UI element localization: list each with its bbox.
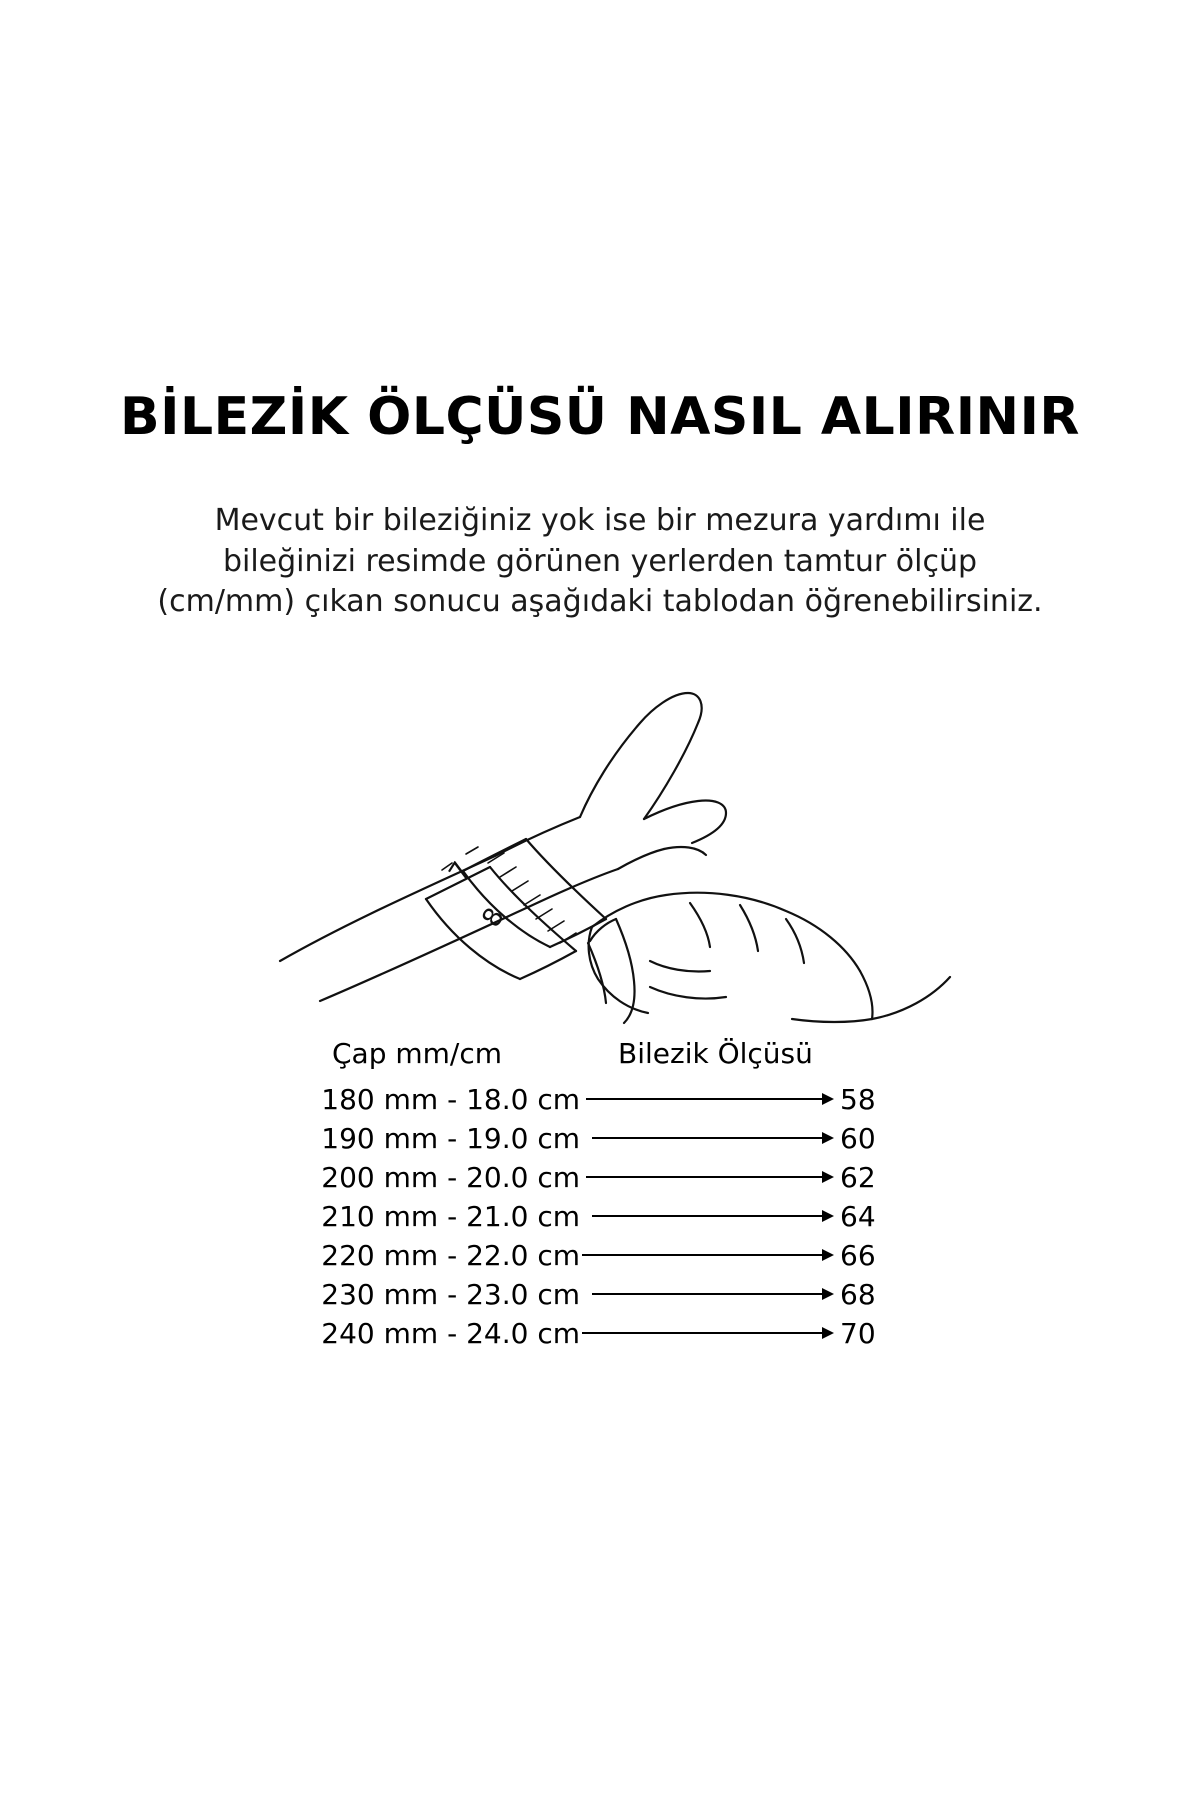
column-header-size: Bilezik Ölçüsü [618, 1036, 813, 1070]
column-header-diameter: Çap mm/cm [332, 1036, 503, 1070]
cell-size: 64 [840, 1199, 876, 1233]
table-row [290, 1158, 910, 1197]
cell-diameter: 200 mm - 20.0 cm [321, 1160, 580, 1194]
cell-diameter: 190 mm - 19.0 cm [321, 1121, 580, 1155]
table-row [290, 1236, 910, 1275]
arrow-icon [592, 1124, 834, 1152]
svg-text:8: 8 [476, 902, 511, 933]
table-row [290, 1080, 910, 1119]
arrow-icon [582, 1241, 834, 1269]
cell-size: 68 [840, 1277, 876, 1311]
cell-diameter: 240 mm - 24.0 cm [321, 1316, 580, 1350]
arrow-icon [592, 1280, 834, 1308]
table-row [290, 1197, 910, 1236]
cell-size: 58 [840, 1082, 876, 1116]
cell-size: 60 [840, 1121, 876, 1155]
cell-diameter: 210 mm - 21.0 cm [321, 1199, 580, 1233]
cell-size: 66 [840, 1238, 876, 1272]
cell-size: 62 [840, 1160, 876, 1194]
cell-diameter: 180 mm - 18.0 cm [321, 1082, 580, 1116]
page-title: BİLEZİK ÖLÇÜSÜ NASIL ALIRINIR [120, 387, 1080, 447]
svg-text:7: 7 [443, 856, 478, 887]
table-row [290, 1119, 910, 1158]
size-table [290, 1037, 910, 1353]
wrist-measuring-tape-illustration [220, 671, 980, 1031]
cell-size: 70 [840, 1316, 876, 1350]
cell-diameter: 230 mm - 23.0 cm [321, 1277, 580, 1311]
table-row [290, 1314, 910, 1353]
arrow-icon [582, 1319, 834, 1347]
cell-diameter: 220 mm - 22.0 cm [321, 1238, 580, 1272]
intro-paragraph: Mevcut bir bileziğiniz yok ise bir mezura yardımı ile bileğinizi resimde görünen yerlerden tamtur ölçüp (cm/mm) çıkan sonucu aşağıdaki tablodan öğrenebilirsiniz. [157, 503, 1043, 620]
arrow-icon [586, 1085, 834, 1113]
arrow-icon [586, 1163, 834, 1191]
table-header-row [290, 1037, 910, 1070]
arrow-icon [592, 1202, 834, 1230]
table-row [290, 1275, 910, 1314]
